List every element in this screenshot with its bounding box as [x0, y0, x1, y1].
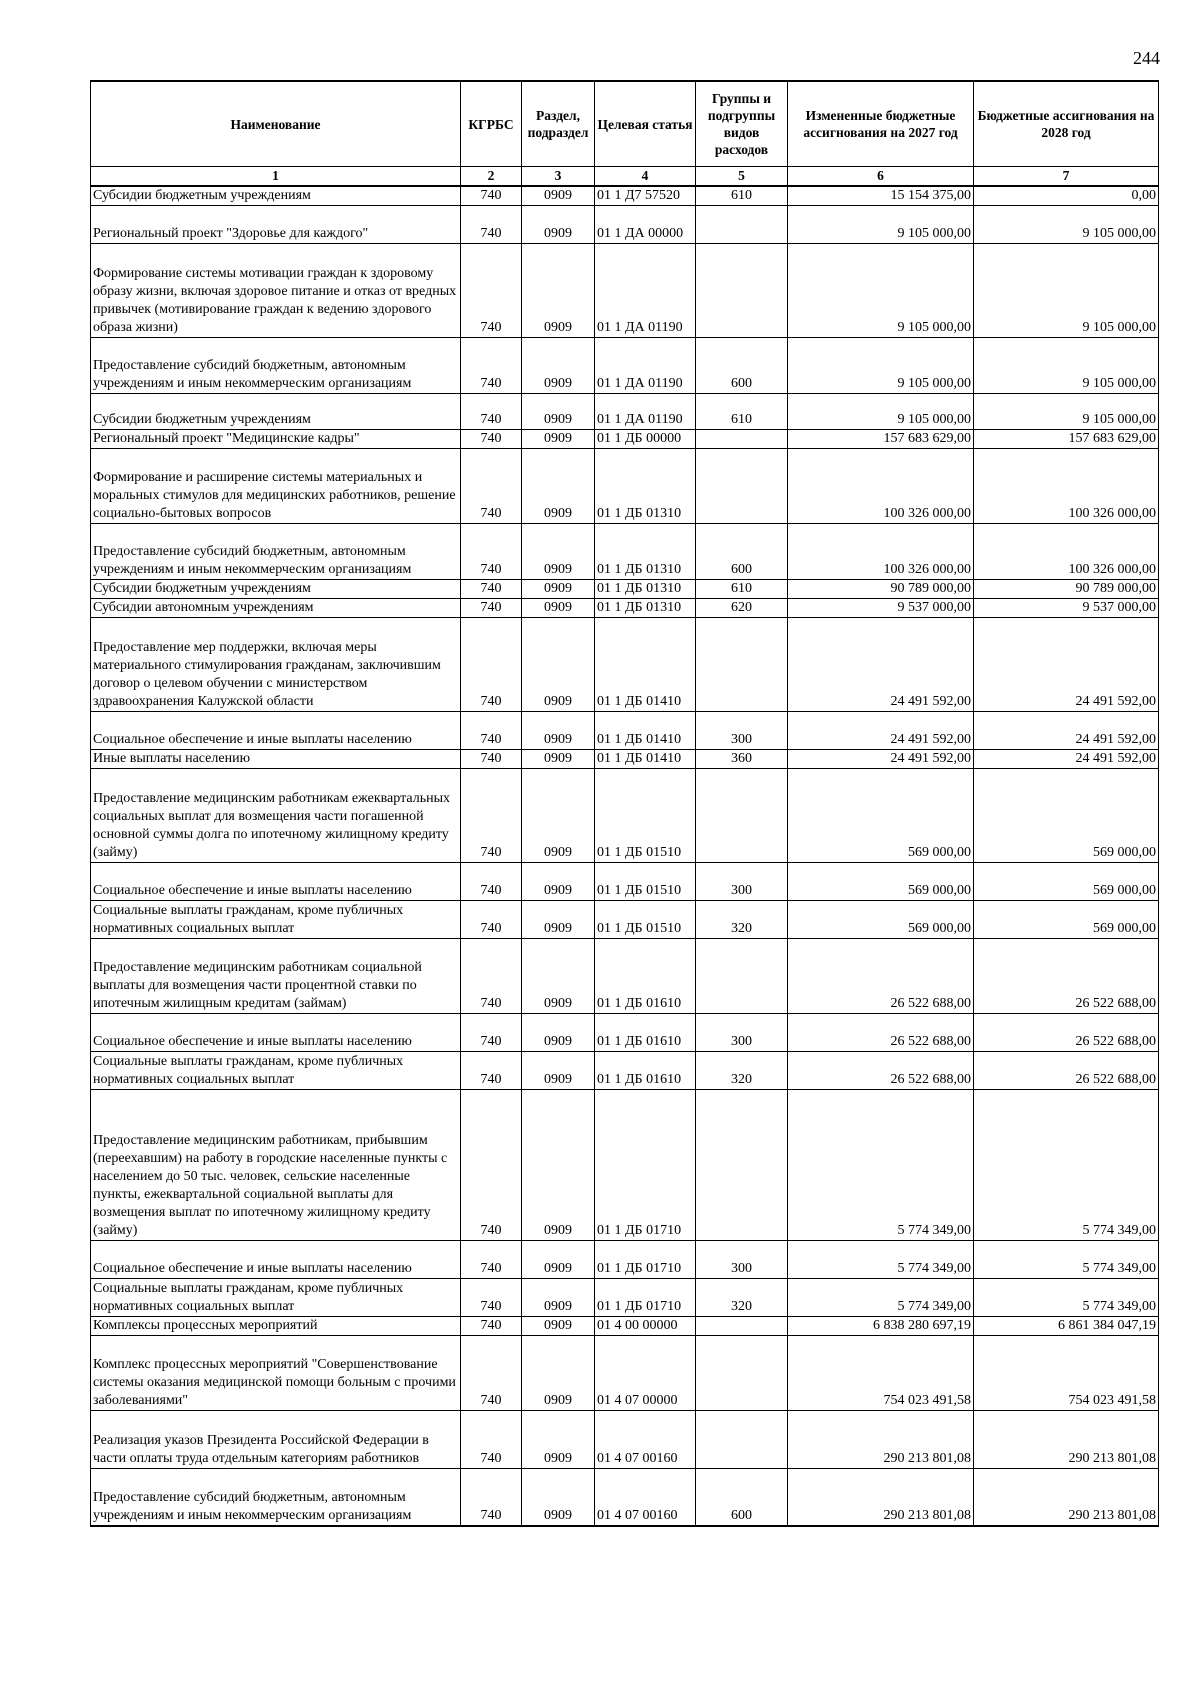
- table-row: [91, 1411, 1159, 1469]
- table-row: [91, 186, 1159, 206]
- row-kgrbs: 740: [461, 599, 522, 618]
- row-kgrbs: 740: [461, 1279, 522, 1317]
- row-gruppa-rashodov: [696, 1317, 788, 1336]
- row-amount-2027: 9 105 000,00: [788, 338, 974, 394]
- row-gruppa-rashodov: 300: [696, 863, 788, 901]
- table-row: [91, 599, 1159, 618]
- row-gruppa-rashodov: 320: [696, 1279, 788, 1317]
- table-row: [91, 1336, 1159, 1411]
- row-amount-2028: 9 537 000,00: [974, 599, 1159, 618]
- row-amount-2027: 5 774 349,00: [788, 1090, 974, 1241]
- row-amount-2027: 15 154 375,00: [788, 186, 974, 206]
- row-name: Социальное обеспечение и иные выплаты населению: [91, 863, 461, 901]
- row-name: Предоставление субсидий бюджетным, автономным учреждениям и иным некоммерческим организациям: [91, 524, 461, 580]
- row-kgrbs: 740: [461, 430, 522, 449]
- row-amount-2028: 754 023 491,58: [974, 1336, 1159, 1411]
- table-row: [91, 206, 1159, 244]
- row-amount-2028: 24 491 592,00: [974, 712, 1159, 750]
- row-gruppa-rashodov: [696, 206, 788, 244]
- row-kgrbs: 740: [461, 449, 522, 524]
- row-kgrbs: 740: [461, 863, 522, 901]
- row-celevaya-statya: 01 1 ДБ 01310: [595, 524, 696, 580]
- row-gruppa-rashodov: 600: [696, 338, 788, 394]
- row-celevaya-statya: 01 1 ДБ 01710: [595, 1090, 696, 1241]
- column-number: 6: [788, 167, 974, 187]
- row-amount-2027: 9 105 000,00: [788, 206, 974, 244]
- row-razdel: 0909: [522, 430, 595, 449]
- row-amount-2028: 26 522 688,00: [974, 1052, 1159, 1090]
- row-gruppa-rashodov: [696, 449, 788, 524]
- row-celevaya-statya: 01 1 ДБ 01610: [595, 1014, 696, 1052]
- row-name: Субсидии бюджетным учреждениям: [91, 394, 461, 430]
- row-name: Предоставление медицинским работникам ежеквартальных социальных выплат для возмещения части погашенной основной суммы долга по ипотечному жилищному кредиту (займу): [91, 769, 461, 863]
- row-name: Формирование и расширение системы материальных и моральных стимулов для медицинских работников, решение социально-бытовых вопросов: [91, 449, 461, 524]
- row-name: Социальное обеспечение и иные выплаты населению: [91, 712, 461, 750]
- row-name: Предоставление медицинским работникам социальной выплаты для возмещения части процентной ставки по ипотечным жилищным кредитам (займам): [91, 939, 461, 1014]
- row-razdel: 0909: [522, 750, 595, 769]
- row-kgrbs: 740: [461, 580, 522, 599]
- row-celevaya-statya: 01 1 ДБ 01310: [595, 580, 696, 599]
- row-razdel: 0909: [522, 618, 595, 712]
- table-row: [91, 524, 1159, 580]
- row-amount-2027: 5 774 349,00: [788, 1241, 974, 1279]
- row-celevaya-statya: 01 4 07 00160: [595, 1411, 696, 1469]
- row-kgrbs: 740: [461, 1469, 522, 1526]
- row-celevaya-statya: 01 1 ДБ 01310: [595, 599, 696, 618]
- row-amount-2028: 290 213 801,08: [974, 1469, 1159, 1526]
- row-razdel: 0909: [522, 394, 595, 430]
- row-razdel: 0909: [522, 769, 595, 863]
- row-razdel: 0909: [522, 1241, 595, 1279]
- row-name: Социальное обеспечение и иные выплаты населению: [91, 1241, 461, 1279]
- row-celevaya-statya: 01 1 Д7 57520: [595, 186, 696, 206]
- row-gruppa-rashodov: [696, 1411, 788, 1469]
- row-razdel: 0909: [522, 338, 595, 394]
- row-amount-2027: 90 789 000,00: [788, 580, 974, 599]
- row-kgrbs: 740: [461, 1317, 522, 1336]
- row-razdel: 0909: [522, 524, 595, 580]
- row-name: Формирование системы мотивации граждан к здоровому образу жизни, включая здоровое питание и отказ от вредных привычек (мотивирование граждан к ведению здорового образа жизни): [91, 244, 461, 338]
- row-amount-2027: 24 491 592,00: [788, 618, 974, 712]
- row-amount-2027: 569 000,00: [788, 769, 974, 863]
- row-gruppa-rashodov: 600: [696, 524, 788, 580]
- row-celevaya-statya: 01 1 ДБ 01610: [595, 939, 696, 1014]
- row-name: Комплексы процессных мероприятий: [91, 1317, 461, 1336]
- row-razdel: 0909: [522, 1411, 595, 1469]
- row-razdel: 0909: [522, 449, 595, 524]
- row-gruppa-rashodov: [696, 244, 788, 338]
- row-amount-2027: 290 213 801,08: [788, 1469, 974, 1526]
- row-kgrbs: 740: [461, 769, 522, 863]
- row-amount-2028: 100 326 000,00: [974, 449, 1159, 524]
- row-kgrbs: 740: [461, 186, 522, 206]
- row-gruppa-rashodov: [696, 1090, 788, 1241]
- row-amount-2028: 24 491 592,00: [974, 618, 1159, 712]
- row-kgrbs: 740: [461, 1336, 522, 1411]
- row-amount-2028: 9 105 000,00: [974, 394, 1159, 430]
- table-row: [91, 939, 1159, 1014]
- row-amount-2028: 5 774 349,00: [974, 1241, 1159, 1279]
- row-razdel: 0909: [522, 206, 595, 244]
- row-kgrbs: 740: [461, 1241, 522, 1279]
- header-razdel: Раздел, подраздел: [522, 81, 595, 167]
- row-name: Комплекс процессных мероприятий "Совершенствование системы оказания медицинской помощи больным с прочими заболеваниями": [91, 1336, 461, 1411]
- row-celevaya-statya: 01 1 ДА 01190: [595, 394, 696, 430]
- row-celevaya-statya: 01 1 ДБ 01510: [595, 769, 696, 863]
- row-gruppa-rashodov: [696, 618, 788, 712]
- row-kgrbs: 740: [461, 1411, 522, 1469]
- table-row: [91, 394, 1159, 430]
- row-celevaya-statya: 01 1 ДБ 01510: [595, 901, 696, 939]
- row-razdel: 0909: [522, 186, 595, 206]
- column-number: 2: [461, 167, 522, 187]
- row-gruppa-rashodov: 620: [696, 599, 788, 618]
- table-row: [91, 580, 1159, 599]
- row-razdel: 0909: [522, 901, 595, 939]
- row-kgrbs: 740: [461, 712, 522, 750]
- row-amount-2028: 26 522 688,00: [974, 939, 1159, 1014]
- row-amount-2027: 569 000,00: [788, 863, 974, 901]
- table-row: [91, 618, 1159, 712]
- row-name: Иные выплаты населению: [91, 750, 461, 769]
- row-amount-2027: 9 537 000,00: [788, 599, 974, 618]
- row-celevaya-statya: 01 1 ДА 01190: [595, 338, 696, 394]
- header-name: Наименование: [91, 81, 461, 167]
- row-amount-2027: 157 683 629,00: [788, 430, 974, 449]
- row-gruppa-rashodov: 320: [696, 901, 788, 939]
- row-kgrbs: 740: [461, 618, 522, 712]
- row-celevaya-statya: 01 4 00 00000: [595, 1317, 696, 1336]
- row-amount-2027: 100 326 000,00: [788, 449, 974, 524]
- row-amount-2027: 6 838 280 697,19: [788, 1317, 974, 1336]
- row-amount-2028: 290 213 801,08: [974, 1411, 1159, 1469]
- row-name: Предоставление субсидий бюджетным, автономным учреждениям и иным некоммерческим организациям: [91, 338, 461, 394]
- column-number-row: [91, 167, 1159, 187]
- row-celevaya-statya: 01 1 ДБ 01510: [595, 863, 696, 901]
- row-amount-2027: 24 491 592,00: [788, 712, 974, 750]
- row-kgrbs: 740: [461, 338, 522, 394]
- row-kgrbs: 740: [461, 394, 522, 430]
- row-celevaya-statya: 01 1 ДБ 01610: [595, 1052, 696, 1090]
- row-name: Социальные выплаты гражданам, кроме публичных нормативных социальных выплат: [91, 901, 461, 939]
- row-gruppa-rashodov: [696, 939, 788, 1014]
- row-name: Социальные выплаты гражданам, кроме публичных нормативных социальных выплат: [91, 1052, 461, 1090]
- row-razdel: 0909: [522, 863, 595, 901]
- table-row: [91, 430, 1159, 449]
- row-gruppa-rashodov: 610: [696, 186, 788, 206]
- table-row: [91, 338, 1159, 394]
- row-gruppa-rashodov: [696, 430, 788, 449]
- row-razdel: 0909: [522, 712, 595, 750]
- row-amount-2027: 100 326 000,00: [788, 524, 974, 580]
- row-razdel: 0909: [522, 1336, 595, 1411]
- row-celevaya-statya: 01 1 ДБ 01410: [595, 712, 696, 750]
- row-amount-2028: 90 789 000,00: [974, 580, 1159, 599]
- row-amount-2028: 157 683 629,00: [974, 430, 1159, 449]
- row-celevaya-statya: 01 1 ДБ 00000: [595, 430, 696, 449]
- table-body: [91, 186, 1159, 1526]
- row-kgrbs: 740: [461, 1014, 522, 1052]
- row-amount-2027: 290 213 801,08: [788, 1411, 974, 1469]
- row-razdel: 0909: [522, 1469, 595, 1526]
- row-amount-2027: 9 105 000,00: [788, 244, 974, 338]
- row-celevaya-statya: 01 1 ДБ 01410: [595, 618, 696, 712]
- row-name: Субсидии автономным учреждениям: [91, 599, 461, 618]
- row-razdel: 0909: [522, 1090, 595, 1241]
- header-celevaya: Целевая статья: [595, 81, 696, 167]
- row-kgrbs: 740: [461, 939, 522, 1014]
- table-header-row: [91, 81, 1159, 167]
- row-celevaya-statya: 01 1 ДБ 01410: [595, 750, 696, 769]
- row-amount-2028: 569 000,00: [974, 769, 1159, 863]
- table-row: [91, 712, 1159, 750]
- column-number: 7: [974, 167, 1159, 187]
- row-name: Региональный проект "Медицинские кадры": [91, 430, 461, 449]
- row-amount-2028: 5 774 349,00: [974, 1090, 1159, 1241]
- row-name: Социальные выплаты гражданам, кроме публичных нормативных социальных выплат: [91, 1279, 461, 1317]
- row-name: Предоставление мер поддержки, включая меры материального стимулирования гражданам, заключившим договор о целевом обучении с министерством здравоохранения Калужской области: [91, 618, 461, 712]
- header-izm-2027: Измененные бюджетные ассигнования на 2027 год: [788, 81, 974, 167]
- row-amount-2027: 26 522 688,00: [788, 1014, 974, 1052]
- header-gruppy: Группы и подгруппы видов расходов: [696, 81, 788, 167]
- table-row: [91, 901, 1159, 939]
- row-razdel: 0909: [522, 1052, 595, 1090]
- row-razdel: 0909: [522, 939, 595, 1014]
- header-bud-2028: Бюджетные ассигнования на 2028 год: [974, 81, 1159, 167]
- row-amount-2027: 24 491 592,00: [788, 750, 974, 769]
- row-amount-2027: 9 105 000,00: [788, 394, 974, 430]
- row-gruppa-rashodov: 300: [696, 712, 788, 750]
- row-amount-2028: 24 491 592,00: [974, 750, 1159, 769]
- row-amount-2028: 569 000,00: [974, 863, 1159, 901]
- row-name: Субсидии бюджетным учреждениям: [91, 580, 461, 599]
- row-kgrbs: 740: [461, 750, 522, 769]
- row-kgrbs: 740: [461, 901, 522, 939]
- row-amount-2028: 26 522 688,00: [974, 1014, 1159, 1052]
- row-amount-2028: 0,00: [974, 186, 1159, 206]
- row-amount-2027: 569 000,00: [788, 901, 974, 939]
- row-amount-2027: 26 522 688,00: [788, 1052, 974, 1090]
- row-gruppa-rashodov: 300: [696, 1241, 788, 1279]
- row-kgrbs: 740: [461, 1090, 522, 1241]
- row-razdel: 0909: [522, 244, 595, 338]
- row-amount-2027: 754 023 491,58: [788, 1336, 974, 1411]
- column-number: 1: [91, 167, 461, 187]
- row-gruppa-rashodov: 320: [696, 1052, 788, 1090]
- table-row: [91, 1090, 1159, 1241]
- row-amount-2028: 9 105 000,00: [974, 244, 1159, 338]
- row-celevaya-statya: 01 1 ДА 00000: [595, 206, 696, 244]
- row-razdel: 0909: [522, 1014, 595, 1052]
- table-row: [91, 1279, 1159, 1317]
- row-razdel: 0909: [522, 1317, 595, 1336]
- row-gruppa-rashodov: 600: [696, 1469, 788, 1526]
- row-amount-2028: 9 105 000,00: [974, 206, 1159, 244]
- table-row: [91, 1241, 1159, 1279]
- table-row: [91, 750, 1159, 769]
- header-kgrbs: КГРБС: [461, 81, 522, 167]
- row-gruppa-rashodov: 360: [696, 750, 788, 769]
- column-number: 3: [522, 167, 595, 187]
- row-gruppa-rashodov: [696, 1336, 788, 1411]
- row-gruppa-rashodov: [696, 769, 788, 863]
- row-kgrbs: 740: [461, 1052, 522, 1090]
- row-celevaya-statya: 01 1 ДБ 01310: [595, 449, 696, 524]
- row-name: Субсидии бюджетным учреждениям: [91, 186, 461, 206]
- table-row: [91, 769, 1159, 863]
- row-gruppa-rashodov: 300: [696, 1014, 788, 1052]
- row-name: Предоставление медицинским работникам, прибывшим (переехавшим) на работу в городские населенные пункты с населением до 50 тыс. человек, сельские населенные пункты, ежеквартальной социальной выплаты для возмещения выплат по ипотечному жилищному кредиту (займу): [91, 1090, 461, 1241]
- page-number: 244: [1133, 48, 1160, 68]
- row-amount-2028: 569 000,00: [974, 901, 1159, 939]
- row-kgrbs: 740: [461, 244, 522, 338]
- row-name: Предоставление субсидий бюджетным, автономным учреждениям и иным некоммерческим организациям: [91, 1469, 461, 1526]
- row-amount-2027: 5 774 349,00: [788, 1279, 974, 1317]
- row-razdel: 0909: [522, 580, 595, 599]
- table-row: [91, 1317, 1159, 1336]
- row-kgrbs: 740: [461, 524, 522, 580]
- row-razdel: 0909: [522, 1279, 595, 1317]
- row-gruppa-rashodov: 610: [696, 580, 788, 599]
- row-amount-2028: 100 326 000,00: [974, 524, 1159, 580]
- row-celevaya-statya: 01 4 07 00000: [595, 1336, 696, 1411]
- row-amount-2028: 9 105 000,00: [974, 338, 1159, 394]
- row-celevaya-statya: 01 4 07 00160: [595, 1469, 696, 1526]
- table-row: [91, 1014, 1159, 1052]
- row-amount-2027: 26 522 688,00: [788, 939, 974, 1014]
- column-number: 4: [595, 167, 696, 187]
- budget-table: [90, 80, 1159, 1527]
- row-name: Социальное обеспечение и иные выплаты населению: [91, 1014, 461, 1052]
- row-amount-2028: 6 861 384 047,19: [974, 1317, 1159, 1336]
- table-row: [91, 863, 1159, 901]
- column-number: 5: [696, 167, 788, 187]
- row-celevaya-statya: 01 1 ДБ 01710: [595, 1241, 696, 1279]
- table-row: [91, 244, 1159, 338]
- row-name: Региональный проект "Здоровье для каждого": [91, 206, 461, 244]
- table-row: [91, 1469, 1159, 1526]
- row-gruppa-rashodov: 610: [696, 394, 788, 430]
- table-row: [91, 449, 1159, 524]
- row-name: Реализация указов Президента Российской Федерации в части оплаты труда отдельным категориям работников: [91, 1411, 461, 1469]
- table-row: [91, 1052, 1159, 1090]
- row-celevaya-statya: 01 1 ДБ 01710: [595, 1279, 696, 1317]
- row-kgrbs: 740: [461, 206, 522, 244]
- row-razdel: 0909: [522, 599, 595, 618]
- row-amount-2028: 5 774 349,00: [974, 1279, 1159, 1317]
- row-celevaya-statya: 01 1 ДА 01190: [595, 244, 696, 338]
